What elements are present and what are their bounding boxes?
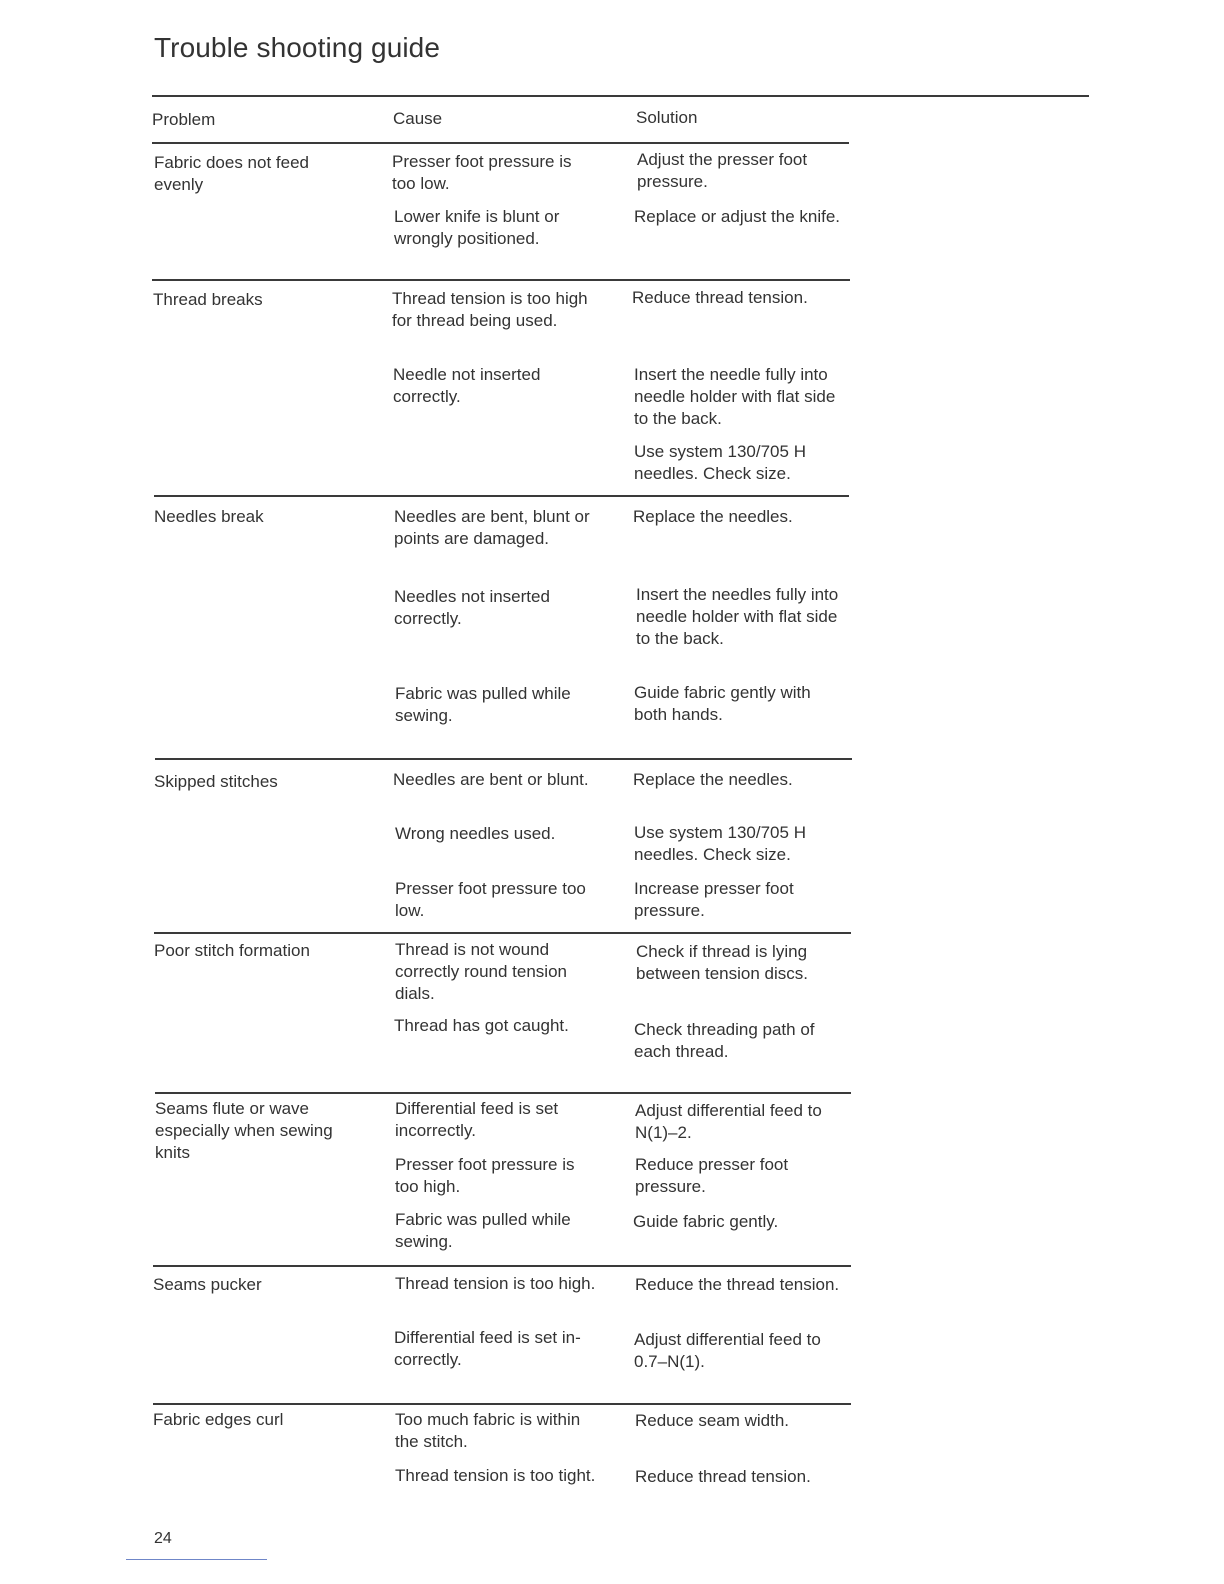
solution-cell: Guide fabric gently. — [633, 1212, 779, 1231]
cause-cell: Thread has got caught. — [394, 1016, 569, 1035]
section-rule — [155, 1092, 851, 1094]
cause-cell: Thread tension is too tight. — [395, 1466, 596, 1485]
page-number: 24 — [154, 1530, 172, 1547]
section-rule — [154, 932, 851, 934]
solution-cell: Reduce seam width. — [635, 1411, 790, 1430]
section-rule — [152, 279, 850, 281]
cause-cell: Needle not inserted correctly. — [393, 365, 541, 406]
problem-needles-break: Needles break — [154, 507, 264, 526]
solution-cell: Check threading path of each thread. — [634, 1020, 815, 1061]
header-bottom-rule — [152, 142, 849, 144]
solution-cell: Replace or adjust the knife. — [634, 207, 841, 226]
cause-cell: Thread tension is too high for thread being used. — [392, 289, 588, 330]
cause-cell: Too much fabric is within the stitch. — [395, 1410, 581, 1451]
cause-cell: Needles not inserted correctly. — [394, 587, 550, 628]
solution-cell: Reduce presser foot pressure. — [635, 1155, 789, 1196]
problem-skipped-stitches: Skipped stitches — [154, 772, 278, 791]
cause-cell: Presser foot pressure too low. — [395, 879, 586, 920]
header-solution: Solution — [636, 108, 698, 127]
solution-cell: Insert the needles fully into needle holder with flat side to the back. — [636, 585, 839, 648]
section-rule — [154, 495, 849, 497]
solution-cell: Guide fabric gently with both hands. — [634, 683, 811, 724]
solution-cell: Replace the needles. — [633, 507, 793, 526]
section-rule — [153, 1403, 851, 1405]
cause-cell: Differential feed is set incorrectly. — [395, 1099, 559, 1140]
solution-cell: Check if thread is lying between tension discs. — [636, 942, 808, 983]
cause-cell: Differential feed is set in- correctly. — [394, 1328, 581, 1369]
page-underline — [126, 1559, 267, 1560]
solution-cell: Increase presser foot pressure. — [634, 879, 794, 920]
solution-cell: Adjust differential feed to N(1)–2. — [635, 1101, 822, 1142]
solution-cell: Use system 130/705 H needles. Check size. — [634, 442, 806, 483]
cause-cell: Fabric was pulled while sewing. — [395, 1210, 571, 1251]
problem-seams-flute: Seams flute or wave especially when sewing knits — [155, 1099, 333, 1162]
problem-poor-stitch: Poor stitch formation — [154, 941, 310, 960]
cause-cell: Presser foot pressure is too low. — [392, 152, 572, 193]
solution-cell: Insert the needle fully into needle holder with flat side to the back. — [634, 365, 836, 428]
solution-cell: Use system 130/705 H needles. Check size. — [634, 823, 806, 864]
problem-seams-pucker: Seams pucker — [153, 1275, 262, 1294]
header-top-rule — [152, 95, 1089, 97]
solution-cell: Adjust differential feed to 0.7–N(1). — [634, 1330, 821, 1371]
solution-cell: Reduce the thread tension. — [635, 1275, 840, 1294]
cause-cell: Needles are bent, blunt or points are damaged. — [394, 507, 590, 548]
cause-cell: Presser foot pressure is too high. — [395, 1155, 575, 1196]
cause-cell: Lower knife is blunt or wrongly positioned. — [394, 207, 560, 248]
solution-cell: Adjust the presser foot pressure. — [637, 150, 808, 191]
page-title: Trouble shooting guide — [154, 32, 441, 63]
cause-cell: Wrong needles used. — [395, 824, 556, 843]
cause-cell: Thread tension is too high. — [395, 1274, 596, 1293]
cause-cell: Fabric was pulled while sewing. — [395, 684, 571, 725]
cause-cell: Needles are bent or blunt. — [393, 770, 589, 789]
problem-fabric-feed: Fabric does not feed evenly — [154, 153, 309, 194]
problem-fabric-edges-curl: Fabric edges curl — [153, 1410, 284, 1429]
header-cause: Cause — [393, 109, 443, 128]
solution-cell: Reduce thread tension. — [632, 288, 808, 307]
cause-cell: Thread is not wound correctly round tension dials. — [395, 940, 567, 1003]
section-rule — [155, 758, 852, 760]
solution-cell: Replace the needles. — [633, 770, 793, 789]
header-problem: Problem — [152, 110, 216, 129]
section-rule — [153, 1265, 851, 1267]
solution-cell: Reduce thread tension. — [635, 1467, 811, 1486]
problem-thread-breaks: Thread breaks — [153, 290, 263, 309]
